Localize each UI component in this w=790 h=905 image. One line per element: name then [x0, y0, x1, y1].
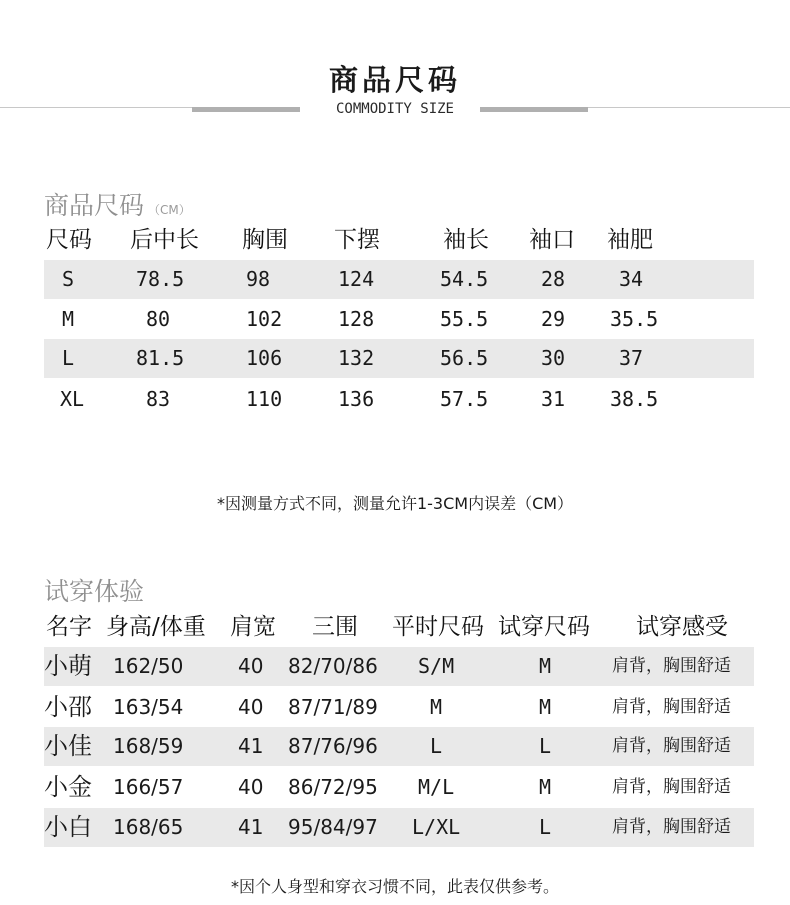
measurements-cell: 87/76/96 [288, 734, 378, 758]
size-table-unit: （CM） [148, 203, 191, 217]
trial-col-header: 试穿尺码 [498, 614, 590, 640]
measurements-cell: 86/72/95 [288, 775, 378, 799]
size-col-header: 后中长 [130, 227, 199, 253]
hem-cell: 124 [338, 267, 375, 291]
feeling-cell: 肩背，胸围舒适 [612, 736, 731, 756]
chest-cell: 110 [246, 387, 283, 411]
table-row [44, 808, 754, 847]
sleeve-length-cell: 56.5 [440, 346, 489, 370]
length-cell: 78.5 [136, 267, 185, 291]
cuff-cell: 30 [541, 346, 566, 370]
sleeve-length-cell: 54.5 [440, 267, 489, 291]
hem-cell: 132 [338, 346, 375, 370]
table-row [44, 647, 754, 686]
hem-cell: 128 [338, 307, 375, 331]
table-row [44, 727, 754, 766]
size-col-header: 袖口 [529, 227, 575, 253]
trial-table-note: *因个人身型和穿衣习惯不同，此表仅供参考。 [230, 877, 559, 896]
table-row [44, 688, 754, 727]
size-col-header: 袖长 [443, 227, 489, 253]
sleeve-width-cell: 35.5 [610, 307, 659, 331]
size-table-title [44, 186, 191, 222]
measurements-cell: 82/70/86 [288, 654, 378, 678]
sleeve-width-cell: 34 [619, 267, 644, 291]
hem-cell: 136 [338, 387, 375, 411]
chest-cell: 106 [246, 346, 283, 370]
size-col-header: 下摆 [334, 227, 380, 253]
size-cell: S [62, 267, 75, 291]
feeling-cell: 肩背，胸围舒适 [612, 697, 731, 717]
cuff-cell: 29 [541, 307, 566, 331]
size-table-note: *因测量方式不同，测量允许1-3CM内误差（CM） [216, 494, 574, 513]
chest-cell: 102 [246, 307, 283, 331]
trial-size-cell: M [539, 654, 552, 678]
page-title: 商品尺码 [328, 63, 461, 97]
table-row [44, 339, 754, 378]
sleeve-length-cell: 57.5 [440, 387, 489, 411]
height-weight-cell: 162/50 [113, 654, 184, 678]
trial-col-header: 平时尺码 [392, 614, 484, 640]
sleeve-width-cell: 38.5 [610, 387, 659, 411]
length-cell: 83 [146, 387, 171, 411]
shoulder-cell: 40 [238, 775, 264, 799]
name-cell: 小金 [44, 773, 92, 801]
trial-col-header: 名字 [46, 614, 92, 640]
usual-size-cell: L/XL [412, 815, 461, 839]
trial-size-cell: L [539, 815, 552, 839]
height-weight-cell: 168/59 [113, 734, 184, 758]
name-cell: 小萌 [44, 652, 92, 680]
cuff-cell: 31 [541, 387, 566, 411]
trial-table-title: 试穿体验 [44, 577, 145, 606]
trial-size-cell: L [539, 734, 552, 758]
trial-col-header: 试穿感受 [636, 614, 728, 640]
trial-size-cell: M [539, 775, 552, 799]
shoulder-cell: 41 [238, 815, 264, 839]
usual-size-cell: M [430, 695, 443, 719]
trial-size-cell: M [539, 695, 552, 719]
trial-col-header: 肩宽 [230, 614, 276, 640]
trial-table-header [44, 608, 754, 647]
height-weight-cell: 168/65 [113, 815, 184, 839]
table-row [44, 260, 754, 299]
feeling-cell: 肩背，胸围舒适 [612, 777, 731, 797]
table-row [44, 380, 754, 419]
shoulder-cell: 40 [238, 695, 264, 719]
table-row [44, 768, 754, 807]
sleeve-width-cell: 37 [619, 346, 644, 370]
height-weight-cell: 163/54 [113, 695, 184, 719]
size-table-header [44, 221, 754, 260]
usual-size-cell: M/L [418, 775, 455, 799]
sleeve-length-cell: 55.5 [440, 307, 489, 331]
usual-size-cell: L [430, 734, 443, 758]
size-col-header: 尺码 [46, 227, 92, 253]
usual-size-cell: S/M [418, 654, 455, 678]
name-cell: 小白 [44, 813, 92, 841]
length-cell: 80 [146, 307, 171, 331]
trial-col-header: 身高/体重 [106, 614, 206, 640]
name-cell: 小邵 [44, 693, 92, 721]
cuff-cell: 28 [541, 267, 566, 291]
measurements-cell: 87/71/89 [288, 695, 378, 719]
size-cell: XL [60, 387, 85, 411]
size-col-header: 胸围 [242, 227, 288, 253]
size-col-header: 袖肥 [607, 227, 653, 253]
chest-cell: 98 [246, 267, 271, 291]
size-cell: M [62, 307, 75, 331]
page-subtitle: COMMODITY SIZE [335, 101, 454, 117]
height-weight-cell: 166/57 [113, 775, 184, 799]
feeling-cell: 肩背，胸围舒适 [612, 817, 731, 837]
shoulder-cell: 41 [238, 734, 264, 758]
shoulder-cell: 40 [238, 654, 264, 678]
trial-col-header: 三围 [312, 614, 358, 640]
measurements-cell: 95/84/97 [288, 815, 378, 839]
table-row [44, 300, 754, 339]
name-cell: 小佳 [44, 732, 92, 760]
size-cell: L [62, 346, 75, 370]
feeling-cell: 肩背，胸围舒适 [612, 656, 731, 676]
length-cell: 81.5 [136, 346, 185, 370]
size-table-title-text: 商品尺码 [44, 191, 145, 220]
